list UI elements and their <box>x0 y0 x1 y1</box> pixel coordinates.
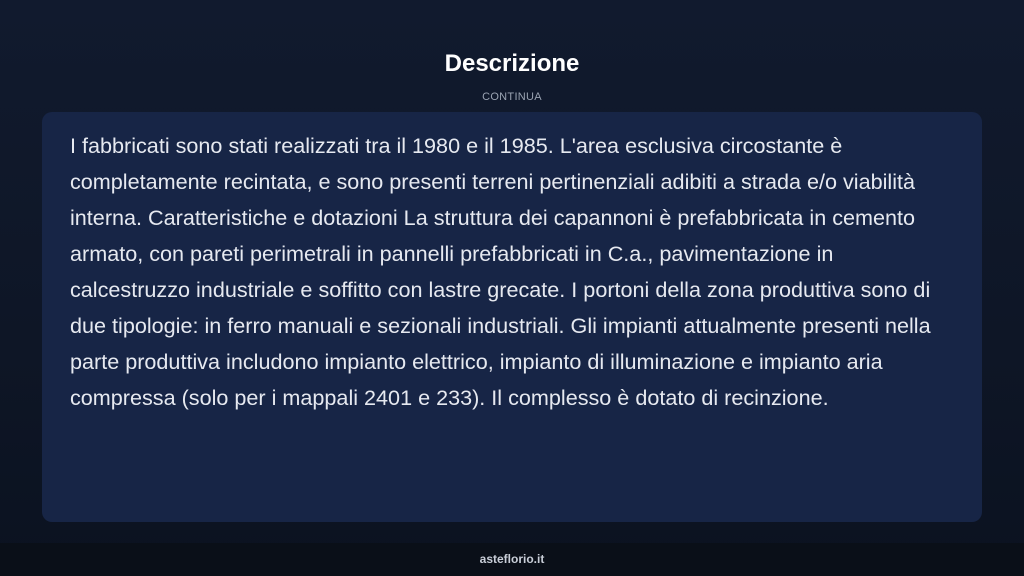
description-card <box>42 112 982 522</box>
page-header <box>0 46 1024 104</box>
page-title: Descrizione <box>444 50 580 77</box>
description-text: I fabbricati sono stati realizzati tra il 1980 e il 1985. L'area esclusiva circostante è completamente recintata, e sono presenti terreni pertinenziali adibiti a strada e/o viabilità interna. Caratteristiche e dotazioni La struttura dei capannoni è prefabbricata in cemento armato, con pareti perimetrali in pannelli prefabbricati in C.a., pavimentazione in calcestruzzo industriale e soffitto con lastre grecate. I portoni della zona produttiva sono di due tipologie: in ferro manuali e sezionali industriali. Gli impianti attualmente presenti nella parte produttiva includono impianto elettrico, impianto di illuminazione e impianto aria compressa (solo per i mappali 2401 e 233). Il complesso è dotato di recinzione. <box>70 133 931 410</box>
footer-site-name: asteflorio.it <box>479 552 545 566</box>
page-subtitle: CONTINUA <box>482 91 542 103</box>
footer-bar <box>0 543 1024 576</box>
